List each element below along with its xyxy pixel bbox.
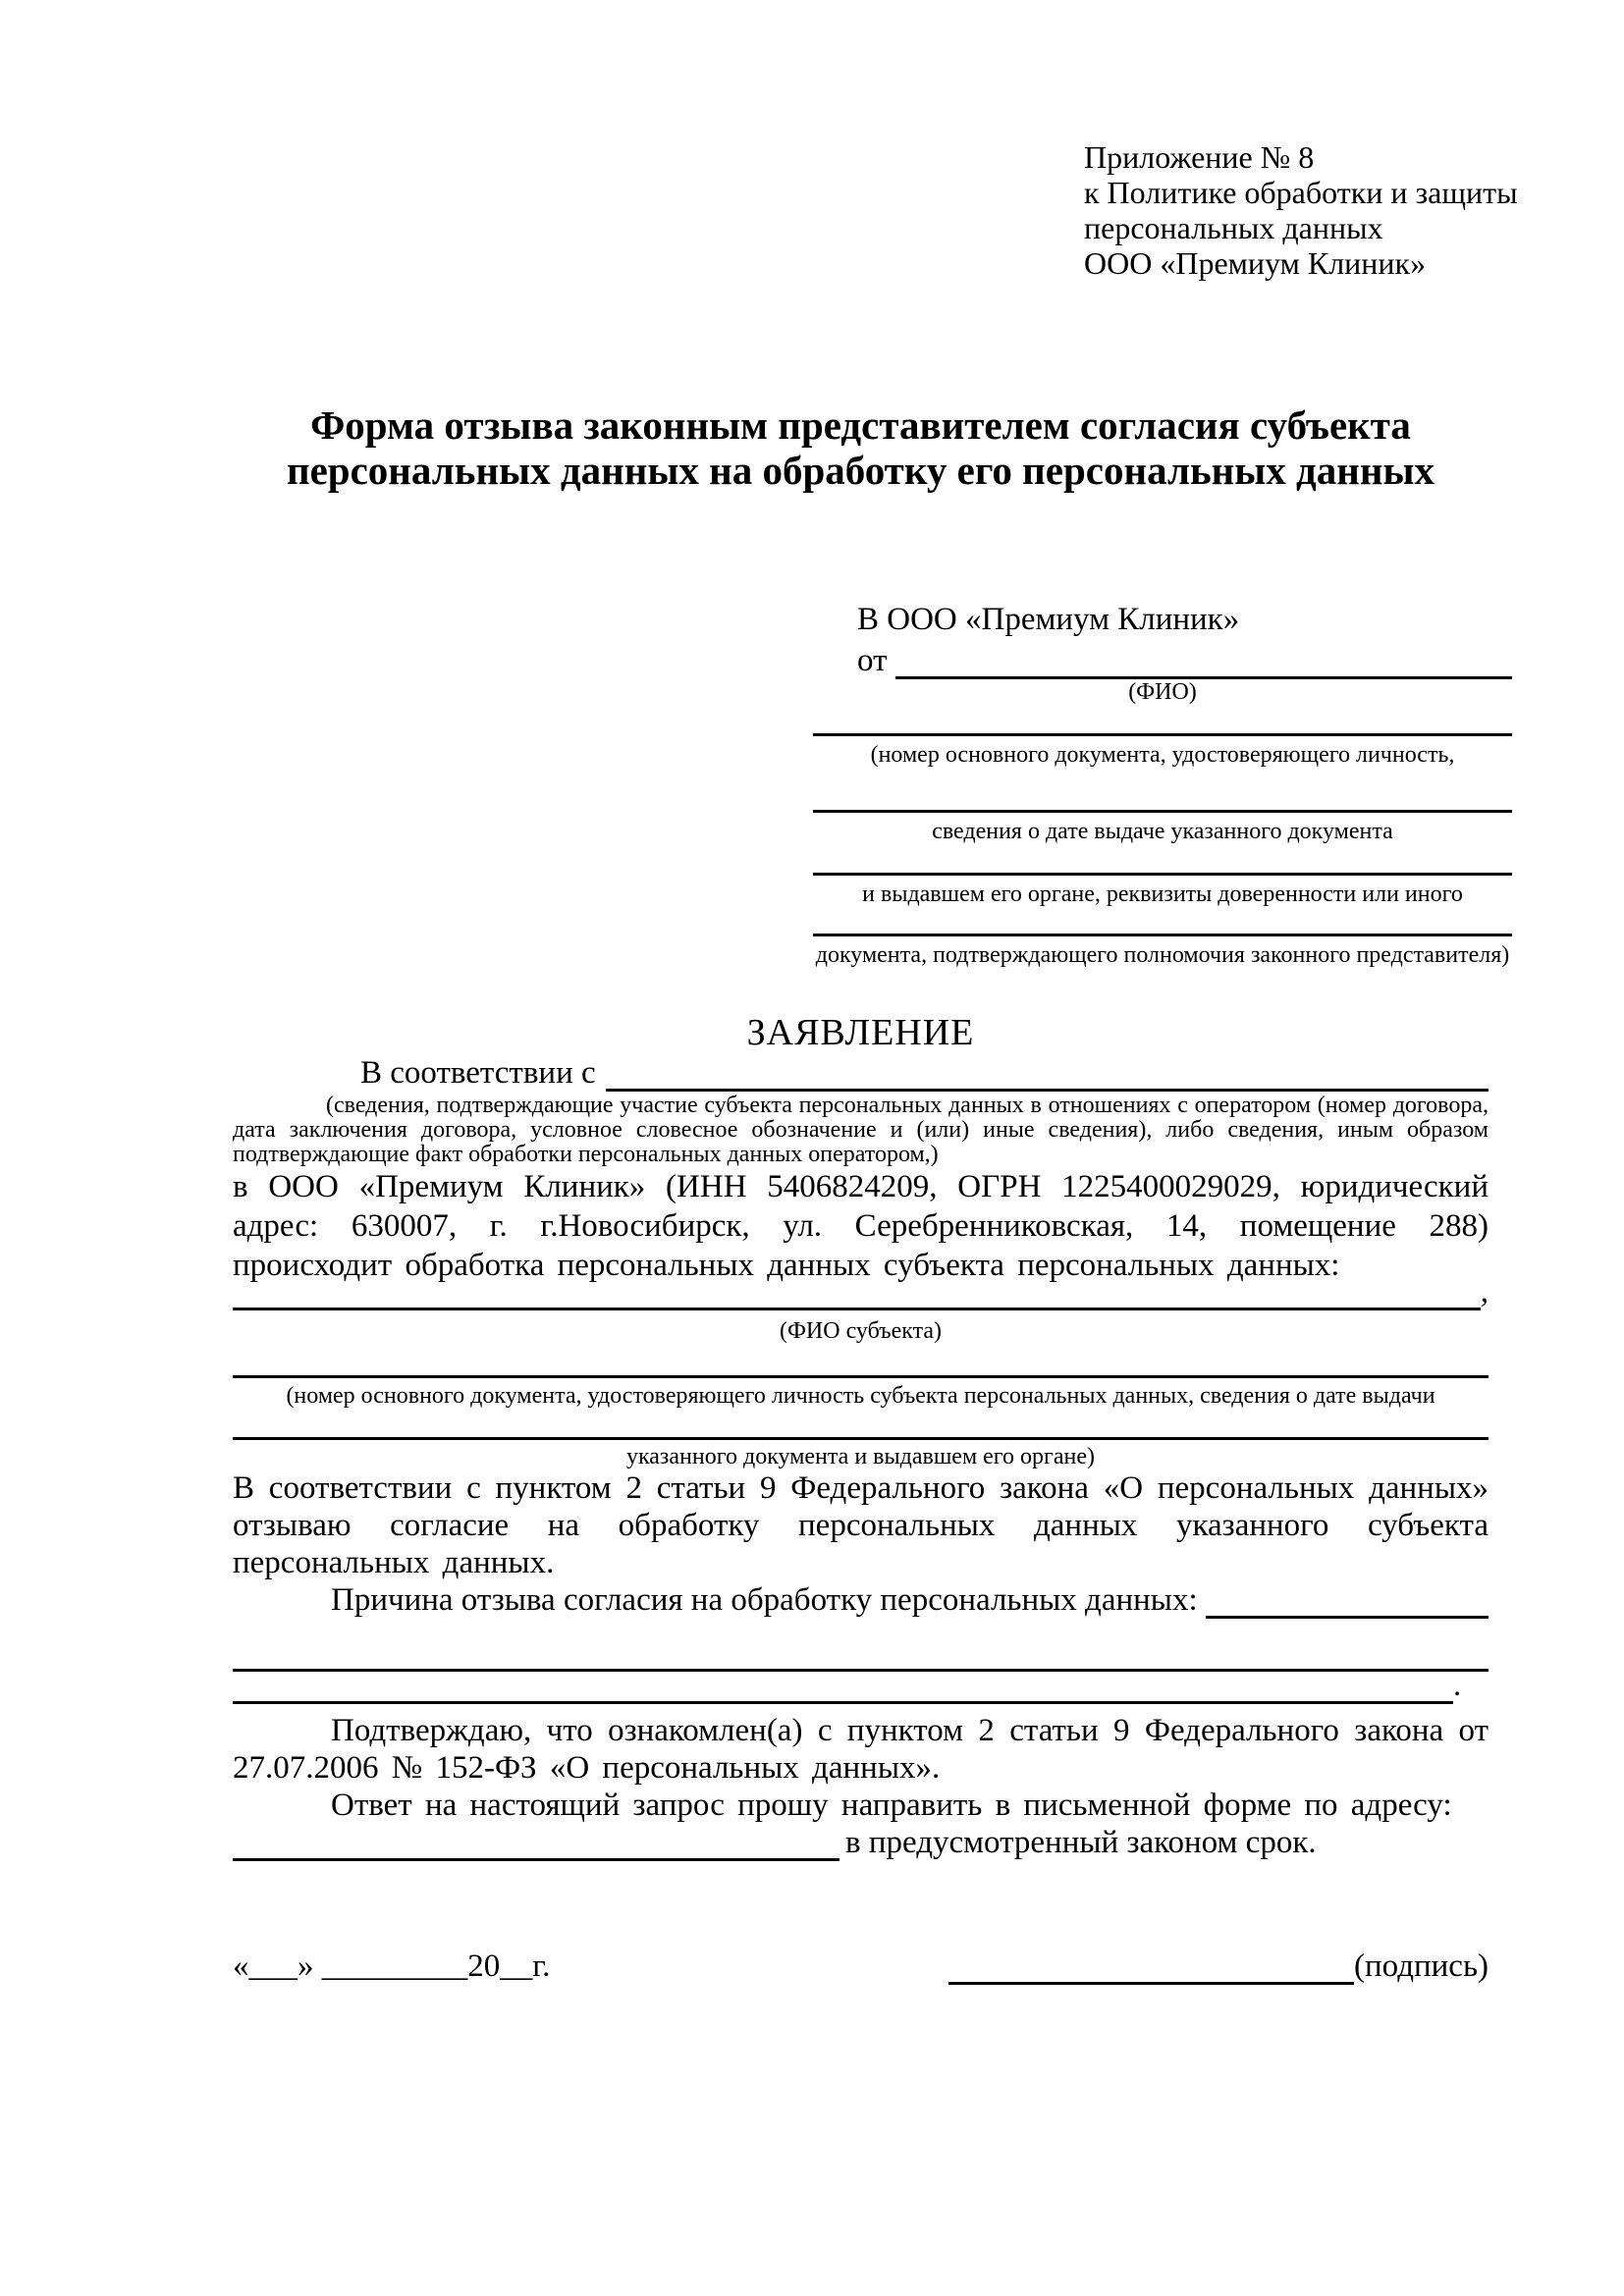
accordance-blank-line [606, 1081, 1489, 1092]
date-blank: «___» _________20__г. [233, 1949, 551, 1984]
doc-issue-date-caption: сведения о дате выдаче указанного документа [932, 819, 1393, 844]
reason-blank-line-1 [1206, 1608, 1489, 1619]
reason-prefix: Причина отзыва согласия на обработку персональных данных: [331, 1582, 1198, 1618]
accordance-row [233, 1052, 1489, 1092]
basis-caption: (сведения, подтверждающие участие субъекта персональных данных в отношениях с оператором (номер договора, дата заключения договора, условное словесное обозначение и (или) иные сведения), либо сведения, иным образом подтверждающие факт обработки персональных данных оператором,) [233, 1093, 1489, 1167]
document-title: Форма отзыва законным представителем согласия субъекта персональных данных на обработку его персональных данных [286, 402, 1435, 493]
doc-authority-caption: и выдавшем его органе, реквизиты доверенности или иного [862, 881, 1463, 907]
subject-doc-blank-line-1 [233, 1375, 1489, 1378]
comma-mark: , [1480, 1274, 1489, 1309]
subject-doc-caption-1: (номер основного документа, удостоверяющего личность субъекта персональных данных, сведения о дате выдачи [286, 1383, 1435, 1409]
reply-address-row [233, 1824, 1489, 1861]
period-mark: . [1453, 1668, 1462, 1703]
appendix-note-line-4: ООО «Премиум Клиник» [1084, 245, 1427, 281]
accordance-prefix: В соответствии с [360, 1055, 596, 1091]
from-label: от [857, 643, 888, 678]
reason-row-end [233, 1668, 1489, 1704]
appendix-note-line-2: к Политике обработки и защиты [1084, 175, 1518, 210]
reply-suffix: в предусмотренный законом срок. [845, 1825, 1317, 1860]
confirm-paragraph: Подтверждаю, что ознакомлен(а) с пунктом 2 статьи 9 Федерального закона от 27.07.2006 № 152-ФЗ «О персональных данных». [233, 1713, 1489, 1786]
reply-intro: Ответ на настоящий запрос прошу направить в письменной форме по адресу: [331, 1788, 1452, 1823]
statement-section [233, 1013, 1489, 1985]
subject-fio-row [233, 1274, 1489, 1310]
representative-fio-blank-line [895, 668, 1513, 679]
addressee-block [813, 601, 1512, 968]
statement-heading: ЗАЯВЛЕНИЕ [746, 1012, 975, 1053]
addressee-to: В ООО «Премиум Клиник» [857, 602, 1240, 637]
signature-caption: (подпись) [1354, 1949, 1489, 1984]
reply-address-blank-line [233, 1850, 839, 1861]
reason-row [233, 1581, 1489, 1619]
operator-paragraph: в ООО «Премиум Клиник» (ИНН 5406824209, ОГРН 1225400029029, юридический адрес: 630007, г. г.Новосибирск, ул. Серебренниковская, 14, помещение 288) происходит обработка персональных данных субъекта персональных данных: [233, 1169, 1489, 1283]
doc-powers-caption: документа, подтверждающего полномочия законного представителя) [815, 942, 1510, 968]
doc-issue-date-blank-line [813, 810, 1512, 813]
fio-caption: (ФИО) [1128, 679, 1197, 705]
doc-number-blank-line [813, 733, 1512, 736]
appendix-note-line-3: персональных данных [1084, 210, 1383, 245]
subject-fio-caption: (ФИО субъекта) [779, 1318, 943, 1344]
reason-blank-line-3 [233, 1693, 1453, 1704]
withdrawal-paragraph: В соответствии с пунктом 2 статьи 9 Федерального закона «О персональных данных» отзываю согласие на обработку персональных данных указанного субъекта персональных данных. [233, 1470, 1489, 1580]
addressee-from-row [813, 638, 1512, 679]
doc-powers-blank-line [813, 934, 1512, 936]
subject-doc-blank-line-2 [233, 1437, 1489, 1440]
appendix-note [1084, 139, 1518, 281]
signature-blank-line [948, 1974, 1354, 1985]
date-signature-row [233, 1948, 1489, 1985]
subject-fio-blank-line [233, 1300, 1481, 1310]
appendix-note-line-1: Приложение № 8 [1084, 139, 1315, 175]
subject-doc-caption-2: указанного документа и выдавшем его органе) [625, 1444, 1096, 1469]
doc-number-caption: (номер основного документа, удостоверяющего личность, [870, 742, 1455, 768]
signature-group [948, 1948, 1489, 1985]
doc-authority-blank-line [813, 873, 1512, 876]
